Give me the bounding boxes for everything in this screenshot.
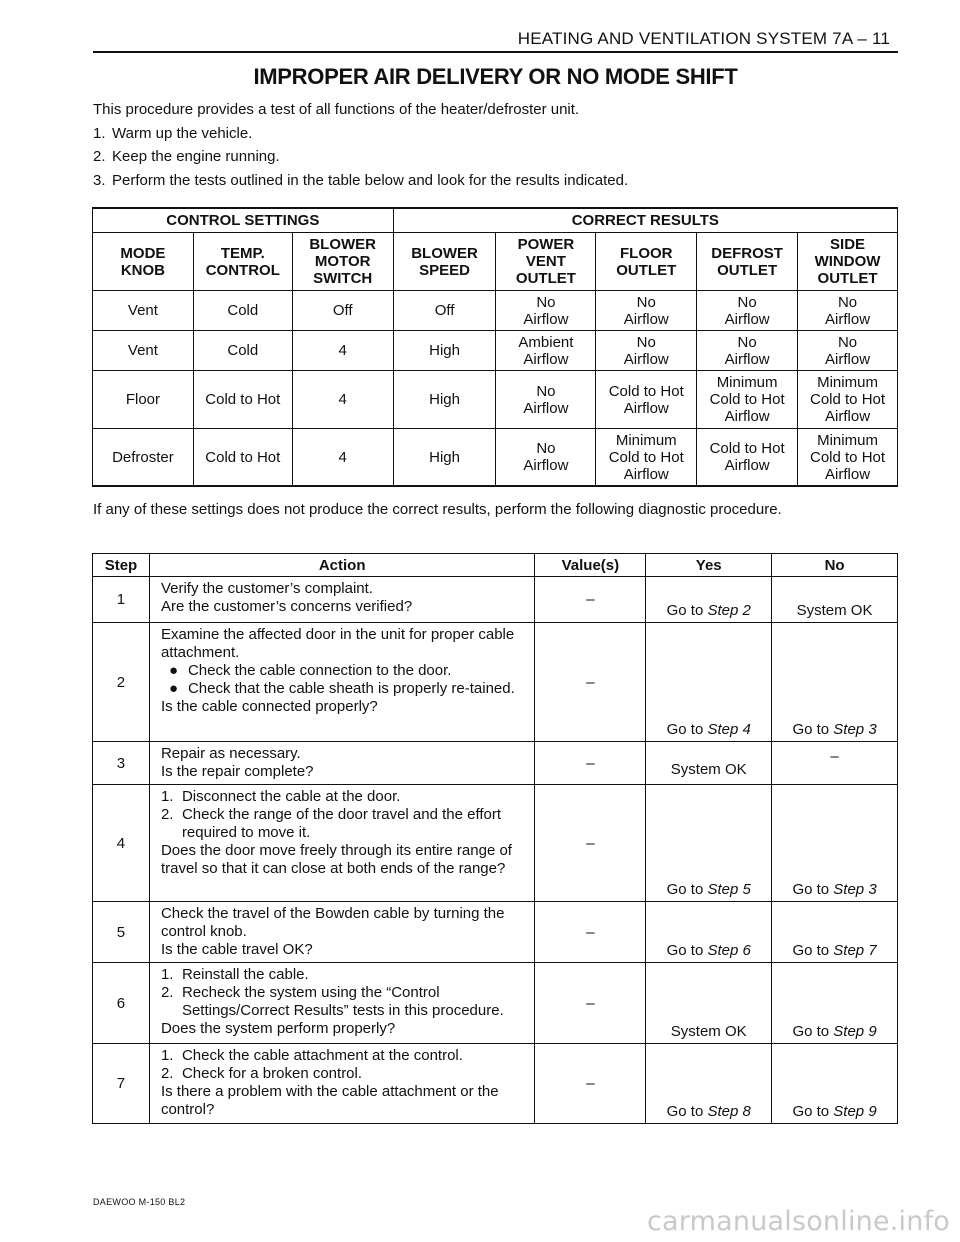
table-row	[93, 742, 898, 785]
value-cell: –	[535, 742, 646, 785]
no-cell	[772, 963, 898, 1044]
table-row	[93, 623, 898, 742]
table-cell: Minimum Cold to Hot Airflow	[798, 429, 898, 487]
header-step: Step	[93, 554, 150, 577]
table-cell: No Airflow	[596, 331, 697, 371]
table-row	[93, 785, 898, 902]
action-line: Check the travel of the Bowden cable by turning the control knob.	[160, 905, 505, 940]
item-number: 1.	[160, 1047, 174, 1064]
action-cell	[149, 623, 534, 742]
table-row	[93, 577, 898, 623]
step-number: 1	[93, 577, 150, 623]
table-row	[93, 902, 898, 963]
step-reference: Step 3	[833, 721, 877, 738]
bullet-icon: ●	[168, 680, 178, 697]
column-header: MODE KNOB	[93, 233, 194, 291]
bullet-text: Check the cable connection to the door.	[187, 662, 452, 679]
action-line: Examine the affected door in the unit for proper cable attachment.	[160, 626, 515, 661]
column-header: POWER VENT OUTLET	[496, 233, 596, 291]
outcome-text: System OK	[670, 1023, 747, 1040]
action-cell	[149, 1044, 534, 1124]
numbered-item	[161, 806, 526, 842]
item-number: 2.	[160, 806, 174, 823]
step-reference: Step 9	[833, 1023, 877, 1040]
intro-step-number: 3.	[93, 172, 106, 189]
value-cell: –	[535, 963, 646, 1044]
column-header: DEFROST OUTLET	[697, 233, 798, 291]
table-cell: No Airflow	[496, 429, 596, 487]
numbered-item	[161, 1065, 526, 1083]
table-cell: Vent	[93, 331, 194, 371]
value-cell: –	[535, 577, 646, 623]
step-number: 2	[93, 623, 150, 742]
action-line: Is the repair complete?	[160, 763, 314, 780]
no-cell	[772, 742, 898, 785]
table-row	[93, 1044, 898, 1124]
header-values: Value(s)	[535, 554, 646, 577]
action-line: Is the cable travel OK?	[160, 941, 313, 958]
table-cell: High	[393, 371, 496, 429]
page-title: IMPROPER AIR DELIVERY OR NO MODE SHIFT	[253, 64, 738, 89]
step-reference: Step 6	[707, 942, 751, 959]
outcome-text: Go to	[792, 721, 834, 738]
table-cell: No Airflow	[798, 291, 898, 331]
step-reference: Step 8	[707, 1103, 751, 1120]
table-row	[93, 331, 898, 371]
table-cell: Ambient Airflow	[496, 331, 596, 371]
step-number: 3	[93, 742, 150, 785]
item-text: Check the cable attachment at the control.	[181, 1047, 463, 1064]
table-cell: No Airflow	[697, 331, 798, 371]
yes-cell	[646, 785, 772, 902]
bullet-icon: ●	[168, 662, 178, 679]
step-number: 7	[93, 1044, 150, 1124]
header-action: Action	[149, 554, 534, 577]
bullet-text: Check that the cable sheath is properly re-tained.	[187, 680, 515, 697]
watermark: carmanualsonline.info	[647, 1206, 950, 1237]
outcome-text: Go to	[792, 1103, 834, 1120]
numbered-item	[161, 966, 526, 984]
no-cell	[772, 785, 898, 902]
step-reference: Step 2	[707, 602, 751, 619]
action-line: Verify the customer’s complaint.	[160, 580, 373, 597]
header-section-title: HEATING AND VENTILATION SYSTEM 7A – 11	[517, 29, 890, 48]
item-text: Reinstall the cable.	[181, 966, 309, 983]
column-header-row	[93, 233, 898, 291]
page-header	[93, 27, 898, 53]
diagnostic-table	[92, 553, 898, 1124]
item-number: 2.	[160, 1065, 174, 1082]
table-cell: Defroster	[93, 429, 194, 487]
step-number: 5	[93, 902, 150, 963]
yes-cell	[646, 742, 772, 785]
table-cell: No Airflow	[496, 371, 596, 429]
table-cell: 4	[292, 371, 393, 429]
step-reference: Step 4	[707, 721, 751, 738]
control-settings-table	[92, 207, 898, 487]
value-cell: –	[535, 785, 646, 902]
action-line: Are the customer’s concerns verified?	[160, 598, 413, 615]
outcome-text: System OK	[796, 602, 873, 619]
table-cell: Cold	[193, 331, 292, 371]
outcome-text: Go to	[666, 721, 708, 738]
value-cell: –	[535, 623, 646, 742]
bullet-item	[161, 680, 526, 698]
action-cell	[149, 742, 534, 785]
column-header: SIDE WINDOW OUTLET	[798, 233, 898, 291]
action-line: Is there a problem with the cable attachment or the control?	[160, 1083, 499, 1118]
step-reference: Step 9	[833, 1103, 877, 1120]
yes-cell	[646, 577, 772, 623]
table-cell: Minimum Cold to Hot Airflow	[798, 371, 898, 429]
item-text: Check the range of the door travel and the effort required to move it.	[181, 806, 502, 841]
item-number: 1.	[160, 788, 174, 805]
no-cell	[772, 577, 898, 623]
bullet-item	[161, 662, 526, 680]
step-reference: Step 3	[833, 881, 877, 898]
table-row	[93, 429, 898, 487]
outcome-text: Go to	[666, 881, 708, 898]
column-header: TEMP. CONTROL	[193, 233, 292, 291]
table-cell: 4	[292, 331, 393, 371]
group-header-correct-results: CORRECT RESULTS	[393, 208, 897, 233]
step-number: 6	[93, 963, 150, 1044]
intro-step-item	[93, 148, 280, 165]
after-table-note: If any of these settings does not produce the correct results, perform the following diagnostic procedure.	[93, 501, 782, 518]
group-header-control-settings: CONTROL SETTINGS	[93, 208, 394, 233]
step-reference: Step 7	[833, 942, 877, 959]
header-yes: Yes	[646, 554, 772, 577]
intro-step-text: Keep the engine running.	[112, 148, 280, 165]
value-cell: –	[535, 902, 646, 963]
step-reference: Step 5	[707, 881, 751, 898]
column-header: BLOWER MOTOR SWITCH	[292, 233, 393, 291]
outcome-text: Go to	[792, 942, 834, 959]
action-cell	[149, 963, 534, 1044]
step-number: 4	[93, 785, 150, 902]
item-text: Check for a broken control.	[181, 1065, 363, 1082]
intro-step-item	[93, 125, 252, 142]
action-line: Is the cable connected properly?	[160, 698, 378, 715]
table-cell: Vent	[93, 291, 194, 331]
action-line: Repair as necessary.	[160, 745, 301, 762]
yes-cell	[646, 963, 772, 1044]
table-cell: High	[393, 429, 496, 487]
table-cell: No Airflow	[798, 331, 898, 371]
numbered-item	[161, 1047, 526, 1065]
intro-paragraph: This procedure provides a test of all functions of the heater/defroster unit.	[93, 101, 580, 118]
header-no: No	[772, 554, 898, 577]
intro-step-number: 1.	[93, 125, 106, 142]
intro-step-text: Perform the tests outlined in the table below and look for the results indicated.	[112, 172, 629, 189]
table-cell: High	[393, 331, 496, 371]
table-cell: Cold to Hot Airflow	[596, 371, 697, 429]
no-cell	[772, 1044, 898, 1124]
outcome-text: Go to	[666, 602, 708, 619]
table-cell: Off	[393, 291, 496, 331]
item-text: Recheck the system using the “Control Settings/Correct Results” tests in this procedure.	[181, 984, 504, 1019]
intro-step-text: Warm up the vehicle.	[112, 125, 253, 142]
table-cell: Minimum Cold to Hot Airflow	[596, 429, 697, 487]
table-cell: Minimum Cold to Hot Airflow	[697, 371, 798, 429]
item-number: 1.	[160, 966, 174, 983]
table-row	[93, 371, 898, 429]
numbered-item	[161, 984, 526, 1020]
outcome-text: Go to	[666, 942, 708, 959]
column-header: BLOWER SPEED	[393, 233, 496, 291]
no-cell	[772, 902, 898, 963]
action-cell	[149, 902, 534, 963]
action-line: Does the system perform properly?	[160, 1020, 396, 1037]
table-cell: Floor	[93, 371, 194, 429]
page-footer: DAEWOO M-150 BL2	[93, 1197, 186, 1207]
value-cell: –	[535, 1044, 646, 1124]
intro-step-item	[93, 172, 628, 189]
no-cell	[772, 623, 898, 742]
numbered-item	[161, 788, 526, 806]
action-cell	[149, 785, 534, 902]
yes-cell	[646, 1044, 772, 1124]
table-cell: Cold to Hot	[193, 371, 292, 429]
table-cell: Cold to Hot Airflow	[697, 429, 798, 487]
yes-cell	[646, 902, 772, 963]
table-cell: No Airflow	[496, 291, 596, 331]
table-cell: Cold to Hot	[193, 429, 292, 487]
item-number: 2.	[160, 984, 174, 1001]
table-cell: No Airflow	[697, 291, 798, 331]
intro-step-number: 2.	[93, 148, 106, 165]
table-cell: No Airflow	[596, 291, 697, 331]
table-row	[93, 963, 898, 1044]
outcome-text: Go to	[666, 1103, 708, 1120]
yes-cell	[646, 623, 772, 742]
action-cell	[149, 577, 534, 623]
table-row	[93, 291, 898, 331]
outcome-text: System OK	[670, 760, 747, 778]
column-header: FLOOR OUTLET	[596, 233, 697, 291]
item-text: Disconnect the cable at the door.	[181, 788, 401, 805]
table-cell: Off	[292, 291, 393, 331]
outcome-text: Go to	[792, 881, 834, 898]
table-cell: Cold	[193, 291, 292, 331]
outcome-text: –	[830, 747, 839, 765]
outcome-text: Go to	[792, 1023, 834, 1040]
table-cell: 4	[292, 429, 393, 487]
action-line: Does the door move freely through its entire range of travel so that it can close at both ends of the range?	[160, 842, 512, 877]
